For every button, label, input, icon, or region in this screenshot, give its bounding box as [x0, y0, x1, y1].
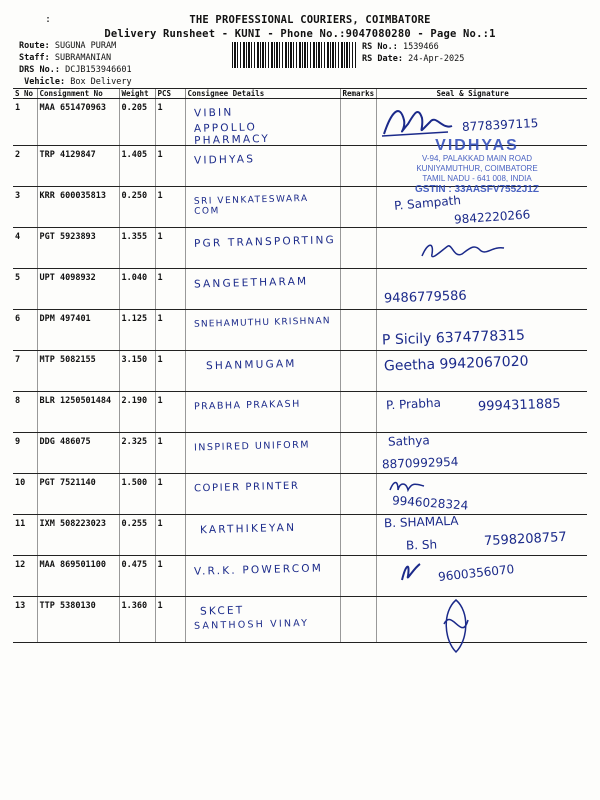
row-consignee [185, 474, 340, 515]
row-pcs: 1 [155, 597, 185, 643]
row-sno: 1 [13, 99, 37, 146]
rs-no-label: RS No.: [362, 42, 398, 52]
sig-r10-phone: 9946028324 [391, 493, 469, 513]
sig-r12-phone: 9600356070 [437, 562, 515, 584]
table-row [13, 433, 587, 474]
row-consignment: MAA 869501100 [37, 556, 119, 597]
row-weight: 1.125 [119, 310, 155, 351]
row-consignee [185, 556, 340, 597]
drs-value: DCJB153946601 [65, 65, 132, 75]
row-consignment: MAA 651470963 [37, 99, 119, 146]
row-consignment: DPM 497401 [37, 310, 119, 351]
row-consignment: TTP 5380130 [37, 597, 119, 643]
row-consignment: TRP 4129847 [37, 146, 119, 187]
stamp-address-2: KUNIYAMUTHUR, COIMBATORE [416, 164, 538, 173]
row-sno: 2 [13, 146, 37, 187]
sig-r8-name: P. Prabha [385, 395, 442, 413]
row-weight: 1.040 [119, 269, 155, 310]
row-consignee [185, 228, 340, 269]
meta-left [19, 40, 132, 88]
row-weight: 0.255 [119, 515, 155, 556]
consignee-handwriting: SHANMUGAM [205, 357, 297, 373]
row-remarks [340, 351, 376, 392]
route-value: SUGUNA PURAM [54, 41, 117, 51]
row-pcs: 1 [155, 228, 185, 269]
row-weight: 3.150 [119, 351, 155, 392]
row-consignment: PGT 5923893 [37, 228, 119, 269]
sig-r11-name: B. SHAMALA [383, 513, 459, 531]
consignee-handwriting: PGR TRANSPORTING [193, 234, 336, 250]
consignee-handwriting: SANGEETHARAM [193, 275, 308, 291]
sig-r9-phone: 8870992954 [381, 454, 459, 472]
sig-r9-name: Sathya [387, 433, 430, 449]
row-weight: 1.360 [119, 597, 155, 643]
row-remarks [340, 515, 376, 556]
row-pcs: 1 [155, 99, 185, 146]
row-consignment: BLR 1250501484 [37, 392, 119, 433]
row-sno: 4 [13, 228, 37, 269]
row-consignee [185, 433, 340, 474]
signature-scribble-12 [396, 558, 424, 586]
row-remarks [340, 310, 376, 351]
row-sno: 7 [13, 351, 37, 392]
vehicle-value: Box Delivery [70, 77, 132, 87]
vehicle-label: Vehicle: [24, 77, 66, 87]
row-consignee [185, 351, 340, 392]
col-consignment: Consignment No [37, 89, 119, 99]
row-weight: 2.325 [119, 433, 155, 474]
row-weight: 0.250 [119, 187, 155, 228]
sig-r11-init: B. Sh [405, 537, 438, 553]
row-pcs: 1 [155, 269, 185, 310]
rs-date-label: RS Date: [362, 54, 403, 64]
stamp-name: VIDHYAS [435, 137, 519, 154]
row-signature [376, 597, 587, 643]
consignee-handwriting-2: APPOLLO PHARMACY [193, 121, 270, 147]
row-consignee [185, 310, 340, 351]
row-remarks [340, 269, 376, 310]
row-weight: 0.475 [119, 556, 155, 597]
col-seal-signature: Seal & Signature [376, 89, 587, 99]
row-consignment: IXM 508223023 [37, 515, 119, 556]
signature-scribble-1 [378, 100, 458, 142]
row-sno: 11 [13, 515, 37, 556]
row-consignment: MTP 5082155 [37, 351, 119, 392]
consignee-handwriting: SRI VENKATESWARA COM [193, 193, 309, 217]
drs-label: DRS No.: [19, 65, 60, 75]
row-remarks [340, 392, 376, 433]
row-pcs: 1 [155, 515, 185, 556]
col-weight: Weight [119, 89, 155, 99]
sig-r1-phone: 8778397115 [461, 116, 539, 134]
consignee-handwriting: SKCET [199, 604, 245, 618]
table-row [13, 269, 587, 310]
sig-r8-phone: 9994311885 [477, 396, 561, 415]
col-sno: S No [13, 89, 37, 99]
row-pcs: 1 [155, 146, 185, 187]
row-sno: 9 [13, 433, 37, 474]
row-consignment: UPT 4098932 [37, 269, 119, 310]
row-consignee [185, 146, 340, 187]
row-remarks [340, 228, 376, 269]
row-consignment: KRR 600035813 [37, 187, 119, 228]
staff-label: Staff: [19, 53, 50, 63]
vidhyas-stamp [378, 137, 576, 195]
col-remarks: Remarks [340, 89, 376, 99]
row-remarks [340, 187, 376, 228]
row-weight: 1.500 [119, 474, 155, 515]
sig-r7-text: P Sicily 6374778315 [381, 327, 526, 349]
row-remarks [340, 474, 376, 515]
row-pcs: 1 [155, 474, 185, 515]
row-consignee [185, 269, 340, 310]
table-header-row [13, 89, 587, 99]
rs-no-value: 1539466 [402, 42, 439, 52]
row-pcs: 1 [155, 556, 185, 597]
consignee-handwriting: INSPIRED UNIFORM [193, 439, 310, 454]
consignee-handwriting: COPIER PRINTER [193, 480, 300, 495]
meta-right [362, 41, 464, 65]
consignee-handwriting: KARTHIKEYAN [199, 521, 296, 537]
row-pcs: 1 [155, 310, 185, 351]
stamp-address-3: TAMIL NADU - 641 008, INDIA [422, 174, 532, 183]
row-pcs: 1 [155, 187, 185, 228]
sig-r3-phone: 9842220266 [453, 207, 531, 227]
row-remarks [340, 433, 376, 474]
sig-r11-phone: 7598208757 [483, 529, 568, 550]
sig-r3-name: P. Sampath [393, 193, 462, 213]
row-weight: 2.190 [119, 392, 155, 433]
consignee-handwriting: VIBIN [193, 106, 234, 120]
barcode-image [232, 42, 356, 68]
stamp-address-1: V-94, PALAKKAD MAIN ROAD [421, 154, 533, 163]
row-consignment: PGT 7521140 [37, 474, 119, 515]
row-sno: 5 [13, 269, 37, 310]
row-consignee [185, 99, 340, 146]
row-sno: 6 [13, 310, 37, 351]
stamp-gstin: GSTIN : 33AASFV7552J1Z [415, 184, 539, 195]
row-sno: 10 [13, 474, 37, 515]
header-dot: : [45, 14, 52, 25]
company-title: THE PROFESSIONAL COURIERS, COIMBATORE [189, 14, 431, 26]
consignee-handwriting: V.R.K. POWERCOM [193, 562, 323, 578]
row-remarks [340, 597, 376, 643]
row-sno: 13 [13, 597, 37, 643]
row-sno: 3 [13, 187, 37, 228]
row-remarks [340, 146, 376, 187]
row-consignee [185, 515, 340, 556]
row-remarks [340, 99, 376, 146]
sig-r6-phone: 9486779586 [383, 288, 467, 307]
staff-value: SUBRAMANIAN [54, 53, 112, 63]
consignee-handwriting: PRABHA PRAKASH [193, 398, 301, 413]
route-label: Route: [19, 41, 50, 51]
consignee-handwriting: SNEHAMUTHU KRISHNAN [193, 316, 331, 330]
row-consignee [185, 187, 340, 228]
row-consignee [185, 392, 340, 433]
row-weight: 1.405 [119, 146, 155, 187]
sig-r7-text-2: Geetha 9942067020 [383, 353, 529, 375]
signature-scribble-13 [436, 594, 476, 658]
row-pcs: 1 [155, 351, 185, 392]
runsheet-subtitle: Delivery Runsheet - KUNI - Phone No.:9047080280 - Page No.:1 [104, 28, 496, 40]
col-pcs: PCS [155, 89, 185, 99]
row-consignment: DDG 486075 [37, 433, 119, 474]
row-consignee [185, 597, 340, 643]
row-weight: 0.205 [119, 99, 155, 146]
row-weight: 1.355 [119, 228, 155, 269]
row-sno: 8 [13, 392, 37, 433]
rs-date-value: 24-Apr-2025 [408, 54, 465, 64]
consignee-handwriting: VIDHYAS [193, 153, 255, 167]
row-sno: 12 [13, 556, 37, 597]
table-row [13, 597, 587, 643]
consignee-handwriting-2: SANTHOSH VINAY [193, 617, 309, 632]
table-row [13, 474, 587, 515]
row-pcs: 1 [155, 392, 185, 433]
col-consignee: Consignee Details [185, 89, 340, 99]
signature-scribble-4 [418, 236, 508, 264]
row-pcs: 1 [155, 433, 185, 474]
row-remarks [340, 556, 376, 597]
